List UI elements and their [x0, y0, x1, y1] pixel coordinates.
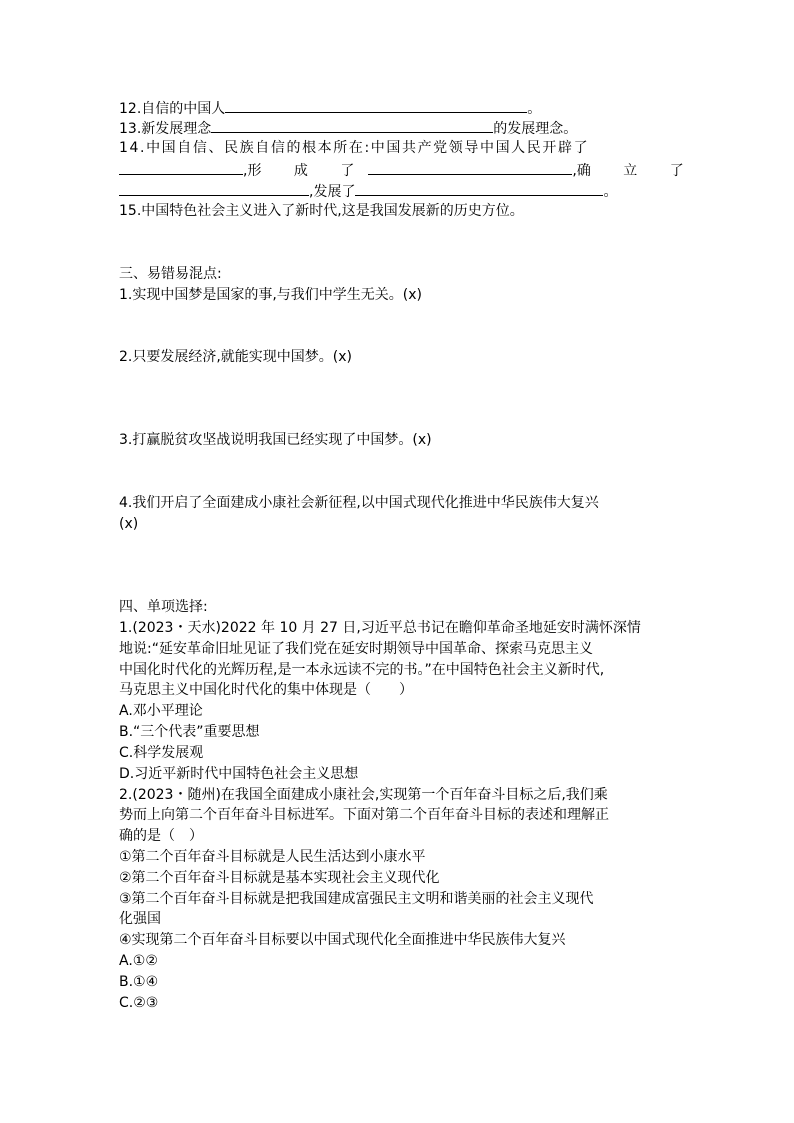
- choice-question-1-line: 1.(2023・天水)2022 年 10 月 27 日,习近平总书记在瞻仰革命圣地延安时满怀深情: [119, 620, 641, 636]
- choice-option-a: A.①②: [119, 953, 158, 969]
- question-14-line-2: [119, 159, 698, 181]
- question-14-line-3: [119, 180, 617, 202]
- answer-blank: [225, 97, 527, 113]
- choice-question-1-line: 中国化时代化的光辉历程,是一本永远读不完的书。”在中国特色社会主义新时代,: [119, 662, 605, 678]
- choice-option-c: C.②③: [119, 995, 159, 1011]
- mistake-item-4: 4.我们开启了全面建成小康社会新征程,以中国式现代化推进中华民族伟大复兴: [119, 495, 599, 511]
- mistake-item-4-mark: (x): [119, 516, 139, 532]
- answer-blank: [355, 180, 603, 196]
- question-12-text: 12.自信的中国人: [119, 101, 226, 117]
- choice-question-1-line: 地说:“延安革命旧址见证了我们党在延安时期领导中国革命、探索马克思主义: [119, 641, 593, 657]
- comma-text: ,: [243, 163, 248, 179]
- choice-question-1-line: 马克思主义中国化时代化的集中体现是（ ）: [119, 682, 413, 698]
- choice-option-b: B.“三个代表”重要思想: [119, 724, 260, 740]
- choice-option-d: D.习近平新时代中国特色社会主义思想: [119, 766, 359, 782]
- question-14-end: 。: [603, 184, 618, 200]
- question-13-end: 的发展理念。: [493, 121, 578, 137]
- section-3-heading: 三、易错易混点:: [119, 266, 222, 282]
- question-14-line-1: 14.中国自信、民族自信的根本所在:中国共产党领导中国人民开辟了: [119, 140, 590, 156]
- question-12: [119, 97, 541, 119]
- statement-2: ②第二个百年奋斗目标就是基本实现社会主义现代化: [119, 870, 440, 886]
- statement-4: ④实现第二个百年奋斗目标要以中国式现代化全面推进中华民族伟大复兴: [119, 932, 566, 948]
- mistake-item-3: 3.打赢脱贫攻坚战说明我国已经实现了中国梦。(x): [119, 432, 432, 448]
- statement-1: ①第二个百年奋斗目标就是人民生活达到小康水平: [119, 849, 426, 865]
- choice-option-a: A.邓小平理论: [119, 703, 203, 719]
- question-13: [119, 117, 577, 139]
- choice-option-b: B.①④: [119, 974, 159, 990]
- mistake-item-1: 1.实现中国梦是国家的事,与我们中学生无关。(x): [119, 287, 423, 303]
- choice-question-2-line: 势而上向第二个百年奋斗目标进军。下面对第二个百年奋斗目标的表述和理解正: [119, 807, 609, 823]
- question-12-end: 。: [527, 101, 542, 117]
- section-4-heading: 四、单项选择:: [119, 599, 208, 615]
- answer-blank: [368, 159, 572, 175]
- comma-text: ,: [572, 163, 577, 179]
- mistake-item-2: 2.只要发展经济,就能实现中国梦。(x): [119, 349, 353, 365]
- answer-blank: [119, 180, 309, 196]
- form-word: 形 成 了: [247, 163, 369, 179]
- choice-option-c: C.科学发展观: [119, 745, 204, 761]
- question-15: 15.中国特色社会主义进入了新时代,这是我国发展新的历史方位。: [119, 203, 524, 219]
- question-13-text: 13.新发展理念: [119, 121, 212, 137]
- answer-blank: [119, 159, 243, 175]
- choice-question-2-line: 2.(2023・随州)在我国全面建成小康社会,实现第一个百年奋斗目标之后,我们乘: [119, 787, 608, 803]
- answer-blank: [211, 117, 493, 133]
- question-14-mid: ,发展了: [309, 184, 356, 200]
- statement-3: ③第二个百年奋斗目标就是把我国建成富强民主文明和谐美丽的社会主义现代: [119, 891, 594, 907]
- statement-3-cont: 化强国: [119, 911, 161, 927]
- choice-question-2-line: 确的是（ ）: [119, 828, 203, 844]
- establish-word: 确 立 了: [576, 163, 698, 179]
